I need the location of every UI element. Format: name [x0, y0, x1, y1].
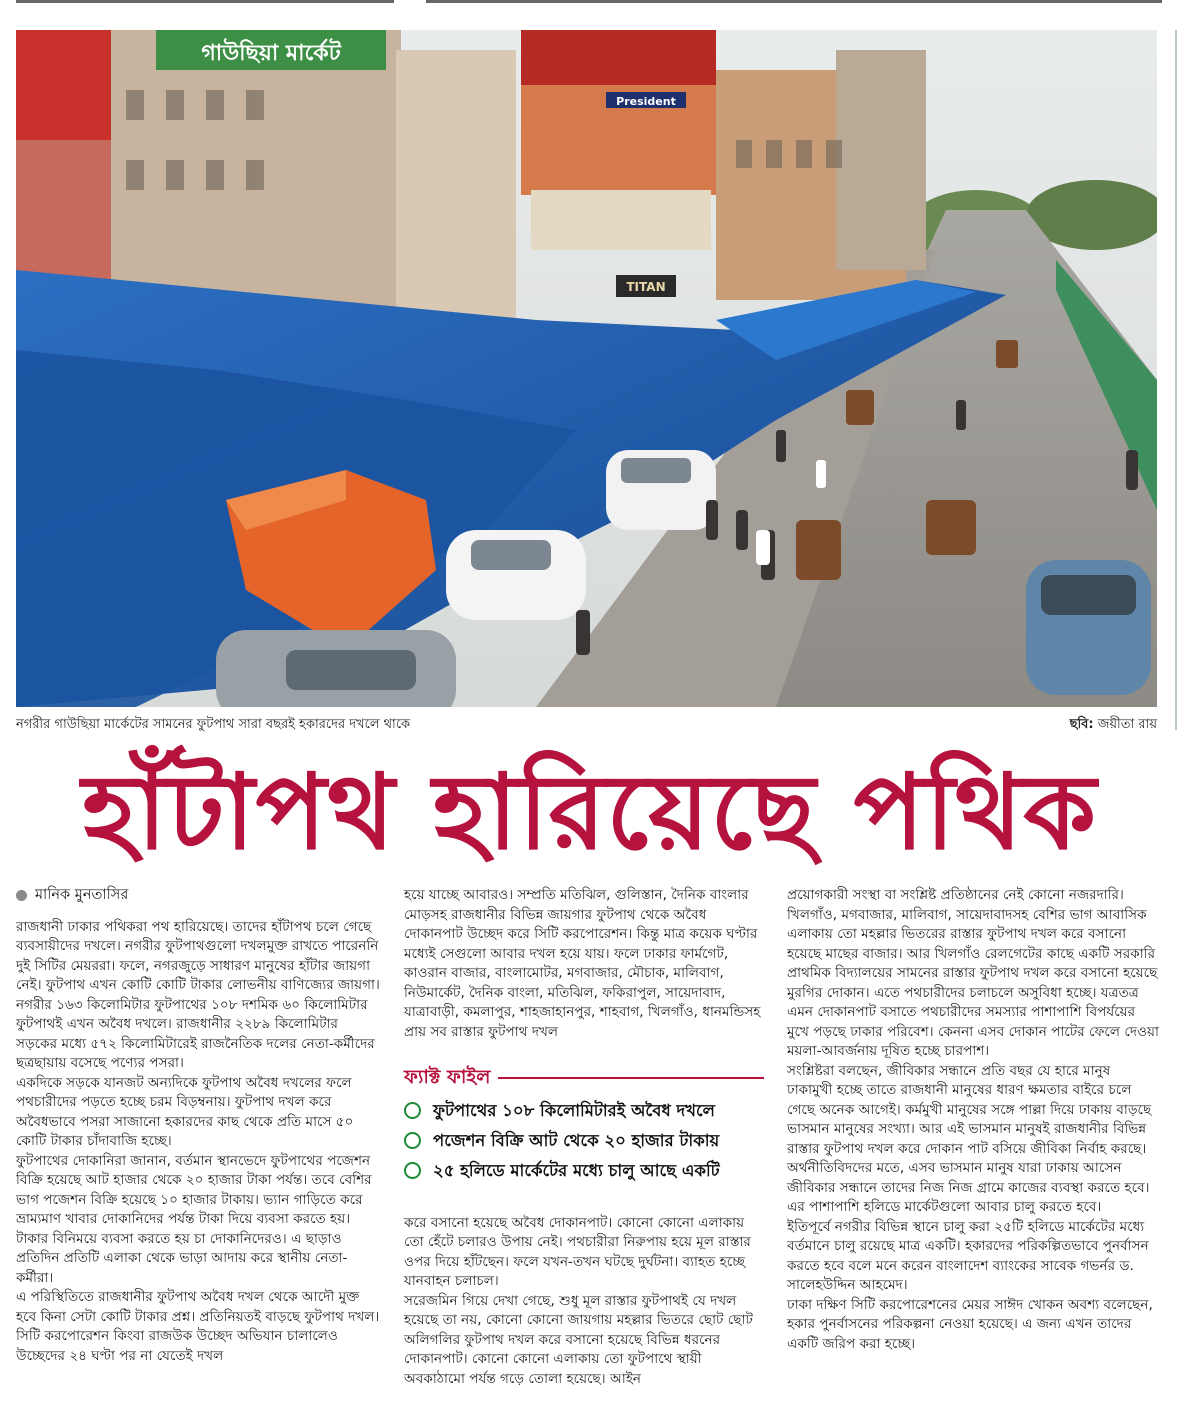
photo-credit: [1070, 715, 1157, 736]
blue-car: [1026, 560, 1151, 695]
photo-caption: নগরীর গাউছিয়া মার্কেটের সামনের ফুটপাথ সারা বছরই হকারদের দখলে থাকে: [16, 717, 411, 732]
fact-item: [404, 1126, 764, 1156]
paragraph: রাজধানী ঢাকার পথিকরা পথ হারিয়েছে। তাদের হাঁটাপথ চলে গেছে ব্যবসায়ীদের দখলে। নগরীর ফুটপাথগুলো দখলমুক্ত রাখতে পারেননি দুই সিটির মেয়ররা। ফলে, নগরজুড়ে সাধারণ মানুষের হাঁটার জায়গা নেই। ফুটপাথ এখন কোটি কোটি টাকার লোভনীয় বাণিজ্যের জায়গা।: [16, 918, 380, 993]
byline: [16, 886, 381, 906]
street-photo: [16, 30, 1157, 707]
fact-file-rule: [498, 1077, 764, 1079]
circle-bullet-icon: [404, 1102, 421, 1119]
fact-file-box: [404, 1068, 764, 1186]
brand-sign: President: [616, 95, 676, 108]
bullet-dot-icon: [16, 890, 27, 901]
paragraph: হয়ে যাচ্ছে আবারও। সম্প্রতি মতিঝিল, গুলিস্তান, দৈনিক বাংলার মোড়সহ রাজধানীর বিভিন্ন জায়গার ফুটপাথ থেকে অবৈধ দোকানপাট উচ্ছেদ করে সিটি করপোরেশন। কিন্তু মাত্র কয়েক ঘণ্টার মধ্যেই সেগুলো আবার দখল হয়ে যায়। ফলে ঢাকার ফার্মগেট, কাওরান বাজার, বাংলামোটর, মগবাজার, মৌচাক, মালিবাগ, নিউমার্কেট, দৈনিক বাংলা, মতিঝিল, ফকিরাপুল, সায়েদাবাদ, যাত্রাবাড়ী, কমলাপুর, শাহজাহানপুর, শাহবাগ, খিলগাঁও, ধানমন্ডিসহ প্রায় সব রাস্তার ফুটপাথ দখল: [404, 887, 761, 1040]
paragraph: ঢাকা দক্ষিণ সিটি করপোরেশনের মেয়র সাঈদ খোকন অবশ্য বলেছেন, হকার পুনর্বাসনের পরিকল্পনা নেওয়া হয়েছে। এ জন্য এখন তাদের একটি জরিপ করা হচ্ছে।: [787, 1296, 1153, 1352]
fact-item-text: পজেশন বিক্রি আট থেকে ২০ হাজার টাকায়: [433, 1130, 720, 1150]
column-2: [404, 886, 764, 1389]
white-car-2: [606, 450, 716, 530]
titan-sign: TITAN: [626, 280, 666, 294]
top-rule-left: [16, 0, 394, 3]
paragraph: নগরীর ১৬৩ কিলোমিটার ফুটপাথের ১০৮ দশমিক ৬০ কিলোমিটার ফুটপাথই এখন অবৈধ দখলে। রাজধানীর ২২৮৯ কিলোমিটার সড়কের মধ্যে ৫৭২ কিলোমিটারেই রাজনৈতিক দলের নেতা-কর্মীদের ছত্রছায়ায় বসেছে পণ্যের পসরা।: [16, 996, 375, 1071]
paragraph: প্রয়োগকারী সংস্থা বা সংশ্লিষ্ট প্রতিষ্ঠানের নেই কোনো নজরদারি। খিলগাঁও, মগবাজার, মালিবাগ, সায়েদাবাদসহ বেশির ভাগ আবাসিক এলাকায় তো মহল্লার ভিতরের রাস্তার ফুটপাথ দখল করে বসানো হয়েছে মাছের বাজার। আর খিলগাঁও রেলগেটের কাছে একটি সরকারি প্রাথমিক বিদ্যালয়ের সামনের রাস্তার ফুটপাথ দখল করে বসানো হয়েছে মুরগির দোকান। এতে পথচারীদের চলাচলে অসুবিধা হচ্ছে। যত্রতত্র এমন দোকানপাট বসাতে পথচারীদের সমস্যার পাশাপাশি বিপর্যয়ের মুখে পড়ছে ঢাকার পরিবেশ। কেননা এসব দোকান পাটের ফেলে দেওয়া ময়লা-আবর্জনায় দূষিত হচ্ছে চারপাশ।: [787, 887, 1159, 1059]
market-sign: গাউছিয়া মার্কেট: [201, 41, 341, 66]
top-rule-right: [426, 0, 1162, 3]
fact-item: [404, 1156, 764, 1186]
fact-item-text: ২৫ হলিডে মার্কেটের মধ্যে চালু আছে একটি: [433, 1160, 720, 1180]
column-1: [16, 886, 381, 1366]
edge-rule: [1175, 30, 1177, 730]
paragraph: করে বসানো হয়েছে অবৈধ দোকানপাট। কোনো কোনো এলাকায় তো হেঁটে চলারও উপায় নেই। পথচারীরা নিরুপায় হয়ে মূল রাস্তার ওপর দিয়ে হাঁটছেন। ফলে যখন-তখন ঘটছে দুর্ঘটনা। ব্যাহত হচ্ছে যানবাহন চলাচল।: [404, 1214, 751, 1289]
fact-file-title-text: ফ্যাক্ট ফাইল: [404, 1066, 491, 1088]
fact-file-title: [404, 1068, 764, 1088]
white-car-1: [446, 530, 586, 620]
credit-label: ছবি:: [1069, 717, 1094, 732]
paragraph: সংশ্লিষ্টরা বলছেন, জীবিকার সন্ধানে প্রতি বছর যে হারে মানুষ ঢাকামুখী হচ্ছে তাতে রাজধানী মানুষের ধারণ ক্ষমতার বাইরে চলে গেছে অনেক আগেই। কর্মমুখী মানুষের সঙ্গে পাল্লা দিয়ে ঢাকায় বাড়ছে ভাসমান মানুষের সংখ্যা। আর এই ভাসমান মানুষই রাজধানীর বিভিন্ন রাস্তার ফুটপাথ দখল করে দোকান পাট বসিয়ে জীবিকা নির্বাহ করছে। অর্থনীতিবিদদের মতে, এসব ভাসমান মানুষ যারা ঢাকায় আসেন জীবিকার সন্ধানে তাদের নিজ নিজ গ্রামে কাজের ব্যবস্থা করতে হবে। এর পাশাপাশি হলিডে মার্কেটগুলো আবার চালু করতে হবে।: [787, 1062, 1152, 1215]
paragraph: এ পরিস্থিতিতে রাজধানীর ফুটপাথ অবৈধ দখল থেকে আদৌ মুক্ত হবে কিনা সেটা কোটি টাকার প্রশ্ন। প্রতিনিয়তই বাড়ছে ফুটপাথ দখল। সিটি করপোরেশন কিংবা রাজউক উচ্ছেদ অভিযান চালালেও উচ্ছেদের ২৪ ঘণ্টা পর না যেতেই দখল: [16, 1289, 380, 1364]
fact-item-text: ফুটপাথের ১০৮ কিলোমিটারই অবৈধ দখলে: [433, 1100, 715, 1120]
paragraph: সরেজমিন গিয়ে দেখা গেছে, শুধু মূল রাস্তার ফুটপাথই যে দখল হয়েছে তা নয়, কোনো কোনো জায়গায় মহল্লার ভিতরে ছোট ছোট অলিগলির ফুটপাথ দখল করে বসানো হয়েছে বিভিন্ন ধরনের দোকানপাট। কোনো কোনো এলাকায় তো ফুটপাথে স্থায়ী অবকাঠামো পর্যন্ত গড়ে তোলা হয়েছে। আইন: [404, 1292, 753, 1387]
paragraph: একদিকে সড়কে যানজট অন্যদিকে ফুটপাথ অবৈধ দখলের ফলে পথচারীদের পড়তে হচ্ছে চরম বিড়ম্বনায়। ফুটপাথ দখল করে অবৈধভাবে পসরা সাজানো হকারদের কাছ থেকে প্রতি মাসে ৫০ কোটি টাকার চাঁদাবাজি হচ্ছে।: [16, 1074, 354, 1149]
paragraph: ইতিপূর্বে নগরীর বিভিন্ন স্থানে চালু করা ২৫টি হলিডে মার্কেটের মধ্যে বর্তমানে চালু রয়েছে মাত্র একটি। হকারদের পরিকল্পিতভাবে পুনর্বাসন করতে হবে বলে মনে করেন বাংলাদেশ ব্যাংকের সাবেক গভর্নর ড. সালেহউদ্দিন আহমেদ।: [787, 1218, 1149, 1293]
grey-car: [216, 630, 456, 707]
circle-bullet-icon: [404, 1132, 421, 1149]
column-3: [787, 886, 1159, 1354]
paragraph: ফুটপাথের দোকানিরা জানান, বর্তমান স্থানভেদে ফুটপাথের পজেশন বিক্রি হয়েছে আট হাজার থেকে ২০ হাজার টাকা পর্যন্ত। তবে বেশির ভাগ পজেশন বিক্রি হয়েছে ১০ হাজার টাকায়। ভ্যান গাড়িতে করে ভ্রাম্যমাণ খাবার দোকানিদের পর্যন্ত টাকা দিয়ে ব্যবসা করতে হয়। টাকার বিনিময়ে ব্যবসা করতে হয় চা দোকানিদেরও। এ ছাড়াও প্রতিদিন প্রতিটি এলাকা থেকে ভাড়া আদায় করে স্থানীয় নেতা-কর্মীরা।: [16, 1152, 372, 1286]
circle-bullet-icon: [404, 1162, 421, 1179]
byline-author: মানিক মুনতাসির: [35, 887, 129, 903]
credit-name: জয়ীতা রায়: [1097, 717, 1157, 732]
headline: হাঁটাপথ হারিয়েছে পথিক: [81, 750, 1098, 873]
fact-item: [404, 1096, 764, 1126]
